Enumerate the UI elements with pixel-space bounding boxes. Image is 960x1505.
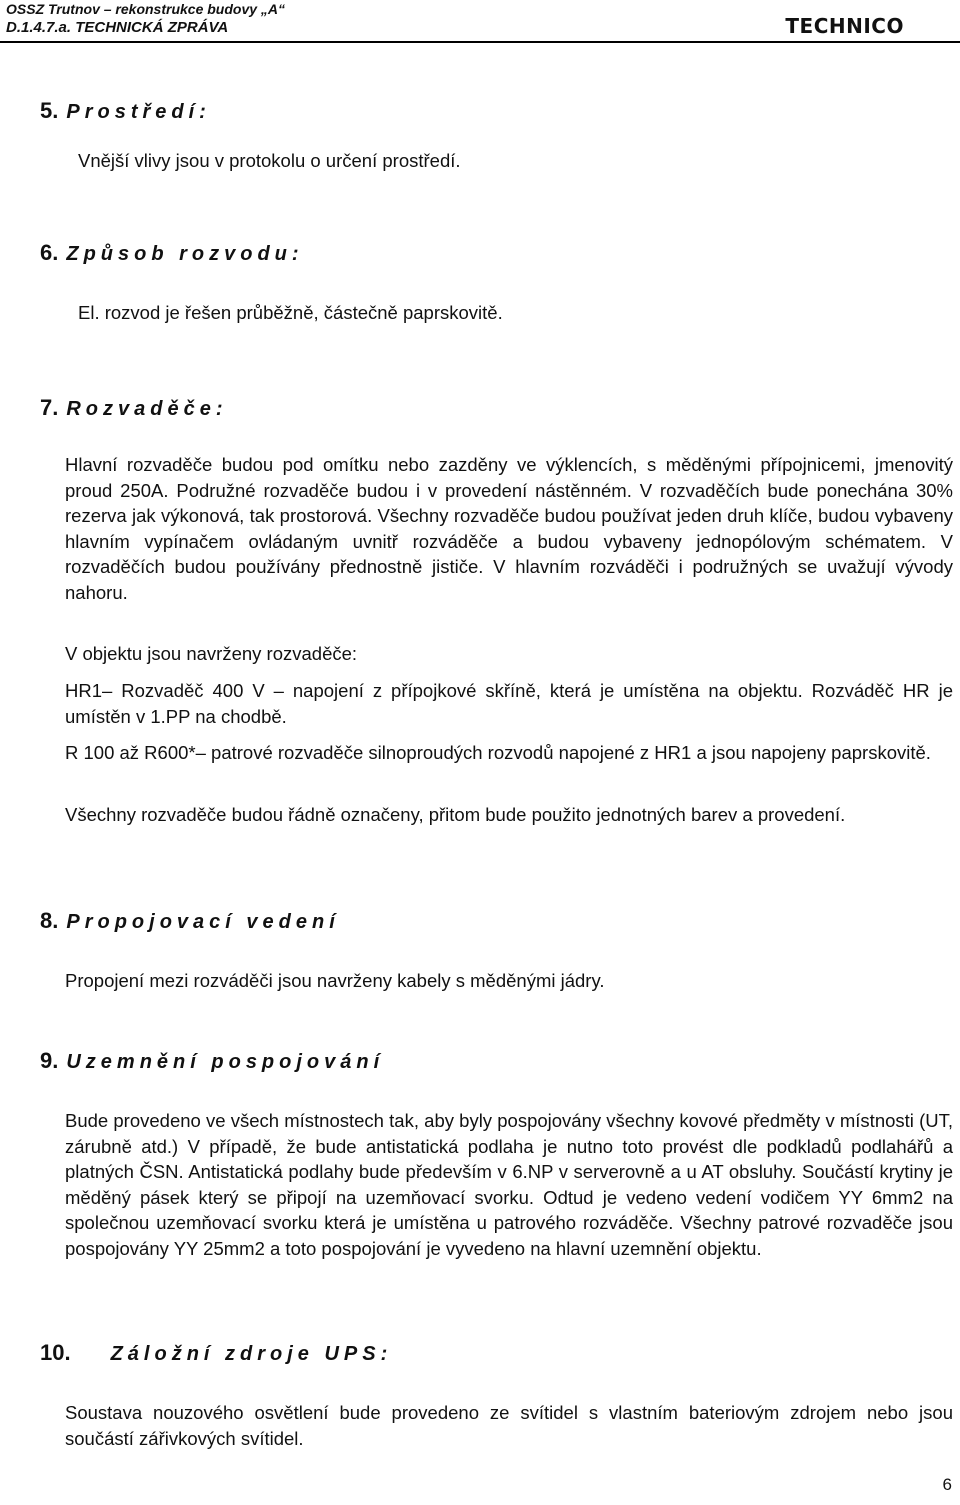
section-title: Prostředí: [66,101,211,123]
section-7-paragraph-3: HR1– Rozvaděč 400 V – napojení z přípojkové skříně, která je umístěna na objektu. Rozváděč HR je umístěn v 1.PP na chodbě. [65,680,953,727]
section-7-paragraph-4: R 100 až R600*– patrové rozvaděče silnoproudých rozvodů napojené z HR1 a jsou napojeny paprskovitě. [65,742,931,763]
section-number: 8. [40,908,59,933]
section-title: Rozvaděče: [66,398,228,420]
section-heading-10 [40,1340,392,1366]
section-heading-7 [40,395,228,421]
project-name: OSSZ Trutnov – rekonstrukce budovy „A“ [6,1,286,17]
section-number: 7. [40,395,59,420]
section-number: 6. [40,240,59,265]
section-heading-6 [40,240,304,266]
company-logo: TECHNICO [785,14,904,38]
section-heading-9 [40,1048,384,1074]
page-number: 6 [942,1475,952,1494]
section-heading-5 [40,98,211,124]
page-header [0,0,960,42]
document-title: D.1.4.7.a. TECHNICKÁ ZPRÁVA [6,19,229,36]
section-7-paragraph-1: Hlavní rozvaděče budou pod omítku nebo zazděny ve výklencích, s měděnými přípojnicemi, jmenovitý proud 250A. Podružné rozvaděče budou i v provedení nástěnném. V rozvaděčích bude ponechána 30% rezerva jak výkonová, tak prostorová. Všechny rozvaděče budou používat jeden druh klíče, budou vybaveny hlavním vypínačem ovládaným uvnitř rozváděče a budou vybaveny jednopólovým schématem. V rozvaděčích budou používány přednostně jističe. V hlavním rozváděči i podružných se uvažují vývody nahoru. [65,454,953,603]
section-number: 9. [40,1048,59,1073]
section-7-paragraph-5: Všechny rozvaděče budou řádně označeny, přitom bude použito jednotných barev a provedení. [65,804,846,825]
section-title: Záložní zdroje UPS: [110,1343,393,1365]
section-heading-8 [40,908,340,934]
section-number: 10. [40,1340,71,1365]
section-9-paragraph: Bude provedeno ve všech místnostech tak, aby byly pospojovány všechny kovové předměty v místnosti (UT, zárubně atd.) V případě, že bude antistatická podlaha je nutno toto provést dle podkladů podlahářů a platných ČSN. Antistatická podlahy bude především v 6.NP v serverovně a u AT obsluhy. Součástí krytiny je měděný pásek který se připojí na uzemňovací svorku. Odtud je vedeno vedení vodičem YY 6mm2 na společnou uzemňovací svorku která je umístěna u patrového rozváděče. Všechny patrové rozvaděče jsou pospojovány YY 25mm2 a toto pospojování je vyvedeno na hlavní uzemnění objektu. [65,1110,953,1259]
section-title: Uzemnění pospojování [66,1051,385,1073]
section-10-paragraph: Soustava nouzového osvětlení bude provedeno ze svítidel s vlastním bateriovým zdrojem nebo jsou součástí zářivkových svítidel. [65,1402,953,1449]
section-8-paragraph: Propojení mezi rozváděči jsou navrženy kabely s měděnými jádry. [65,970,605,991]
section-title: Propojovací vedení [66,911,340,933]
section-title: Způsob rozvodu: [66,243,304,265]
section-5-paragraph: Vnější vlivy jsou v protokolu o určení prostředí. [78,150,461,171]
header-divider [0,41,960,43]
section-6-paragraph: El. rozvod je řešen průběžně, částečně paprskovitě. [78,302,503,323]
section-7-paragraph-2: V objektu jsou navrženy rozvaděče: [65,643,358,664]
section-number: 5. [40,98,59,123]
